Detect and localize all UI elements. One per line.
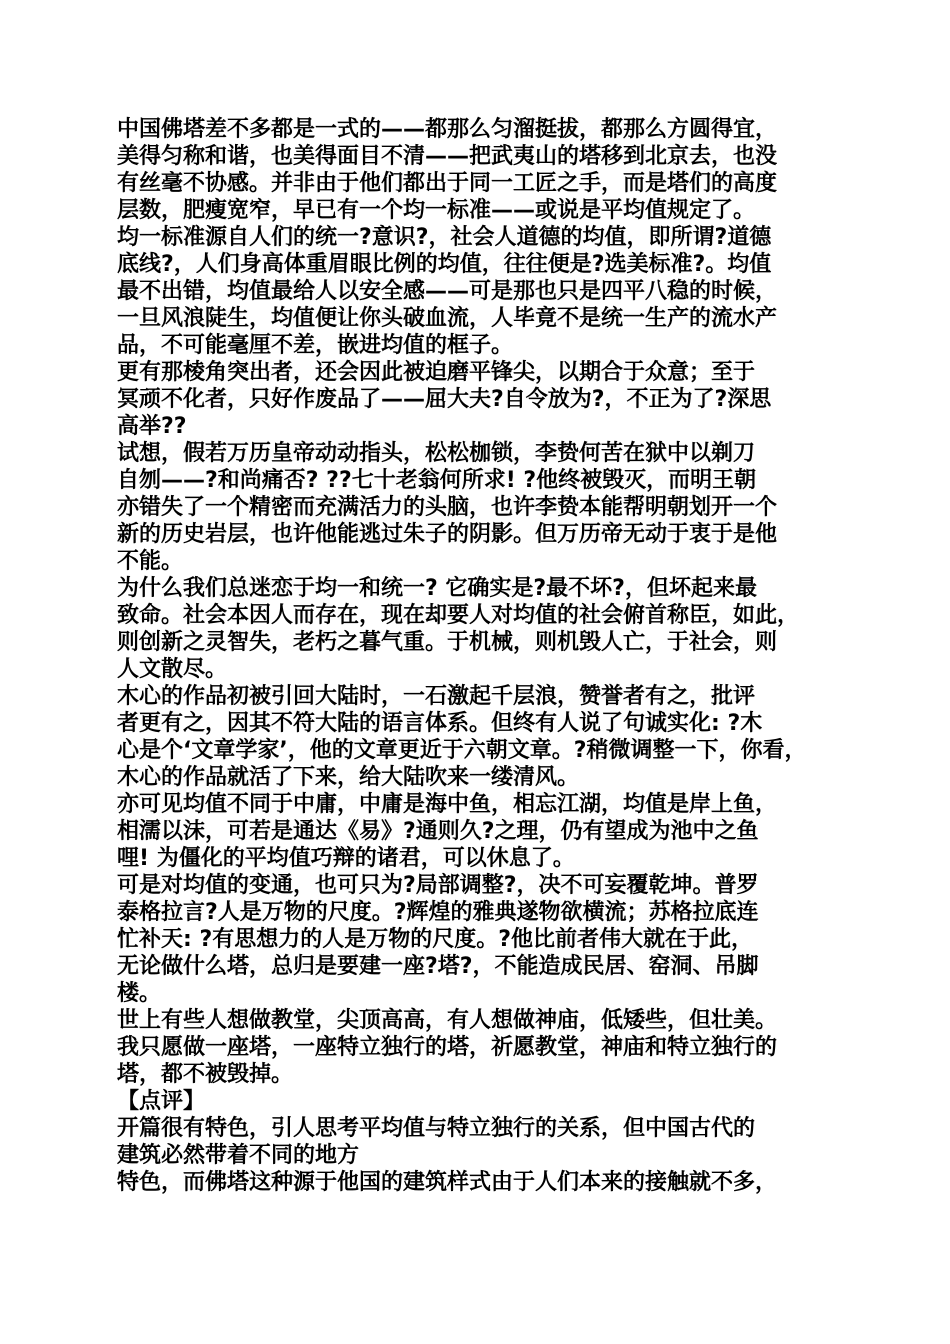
essay-body (117, 116, 845, 1196)
text-line: 层数，肥瘦宽窄，早已有一个均一标准——或说是平均值规定了。 (117, 198, 756, 223)
text-line: 美得匀称和谐，也美得面目不清——把武夷山的塔移到北京去，也没 (117, 144, 778, 169)
text-line: 自刎——?和尚痛否? ??七十老翁何所求! ?他终被毁灭，而明王朝 (117, 468, 757, 493)
text-line: 高举?? (117, 414, 187, 439)
text-line: 不能。 (117, 549, 184, 574)
text-line: 有丝毫不协感。并非由于他们都出于同一工匠之手，而是塔们的高度 (117, 171, 778, 196)
text-line: 开篇很有特色，引人思考平均值与特立独行的关系，但中国古代的 (117, 1116, 756, 1141)
text-line: 中国佛塔差不多都是一式的——都那么匀溜挺拔，都那么方圆得宜， (117, 117, 778, 142)
text-line: 塔，都不被毁掉。 (117, 1062, 294, 1087)
text-line: 亦可见均值不同于中庸，中庸是海中鱼，相忘江湖，均值是岸上鱼， (117, 792, 778, 817)
text-line: 最不出错，均值最给人以安全感——可是那也只是四平八稳的时候， (117, 279, 778, 304)
text-line: 木心的作品初被引回大陆时，一石激起千层浪，赞誉者有之，批评 (117, 684, 756, 709)
text-line: 木心的作品就活了下来，给大陆吹来一缕清风。 (117, 765, 580, 790)
text-line: 哩! 为僵化的平均值巧辩的诸君，可以休息了。 (117, 846, 575, 871)
text-line: 均一标准源自人们的统一?意识?，社会人道德的均值，即所谓?道德 (117, 225, 772, 250)
text-line: 特色，而佛塔这种源于他国的建筑样式由于人们本来的接触就不多， (117, 1170, 778, 1195)
text-line: 相濡以沫，可若是通达《易》?通则久?之理，仍有望成为池中之鱼 (117, 819, 759, 844)
text-line: 者更有之，因其不符大陆的语言体系。但终有人说了句诚实化: ?木 (117, 711, 763, 736)
text-line: 则创新之灵智失，老朽之暮气重。于机械，则机毁人亡，于社会，则 (117, 630, 778, 655)
text-line: 世上有些人想做教堂，尖顶高高，有人想做神庙，低矮些，但壮美。 (117, 1008, 778, 1033)
text-line: 人文散尽。 (117, 657, 228, 682)
text-line: 试想，假若万历皇帝动动指头，松松枷锁，李贽何苦在狱中以剃刀 (117, 441, 756, 466)
text-line: 楼。 (117, 981, 162, 1006)
text-line: 建筑必然带着不同的地方 (117, 1143, 360, 1168)
text-line: 品，不可能毫厘不差，嵌进均值的框子。 (117, 333, 514, 358)
text-line: 可是对均值的变通，也可只为?局部调整?，决不可妄覆乾坤。普罗 (117, 873, 759, 898)
text-line: 底线?，人们身高体重眉眼比例的均值，往往便是?选美标准?。均值 (117, 252, 772, 277)
text-line: 为什么我们总迷恋于均一和统一? 它确实是?最不坏?，但坏起来最 (117, 576, 757, 601)
text-line: 新的历史岩层，也许他能逃过朱子的阴影。但万历帝无动于衷于是他 (117, 522, 778, 547)
text-line: 冥顽不化者，只好作废品了——屈大夫?自令放为?，不正为了?深思 (117, 387, 772, 412)
text-line: 【点评】 (117, 1089, 206, 1114)
text-line: 亦错失了一个精密而充满活力的头脑，也许李贽本能帮明朝划开一个 (117, 495, 778, 520)
text-line: 忙补天: ?有思想力的人是万物的尺度。?他比前者伟大就在于此， (117, 927, 753, 952)
text-line: 心是个‘文章学家’，他的文章更近于六朝文章。?稍微调整一下，你看， (117, 738, 807, 763)
text-line: 泰格拉言?人是万物的尺度。?辉煌的雅典遂物欲横流；苏格拉底连 (117, 900, 759, 925)
text-line: 我只愿做一座塔，一座特立独行的塔，祈愿教堂，神庙和特立独行的 (117, 1035, 778, 1060)
text-line: 一旦风浪陡生，均值便让你头破血流，人毕竟不是统一生产的流水产 (117, 306, 778, 331)
text-line: 更有那棱角突出者，还会因此被迫磨平锋尖，以期合于众意；至于 (117, 360, 756, 385)
text-line: 致命。社会本因人而存在，现在却要人对均值的社会俯首称臣，如此， (117, 603, 800, 628)
text-line: 无论做什么塔，总归是要建一座?塔?，不能造成民居、窑洞、吊脚 (117, 954, 759, 979)
